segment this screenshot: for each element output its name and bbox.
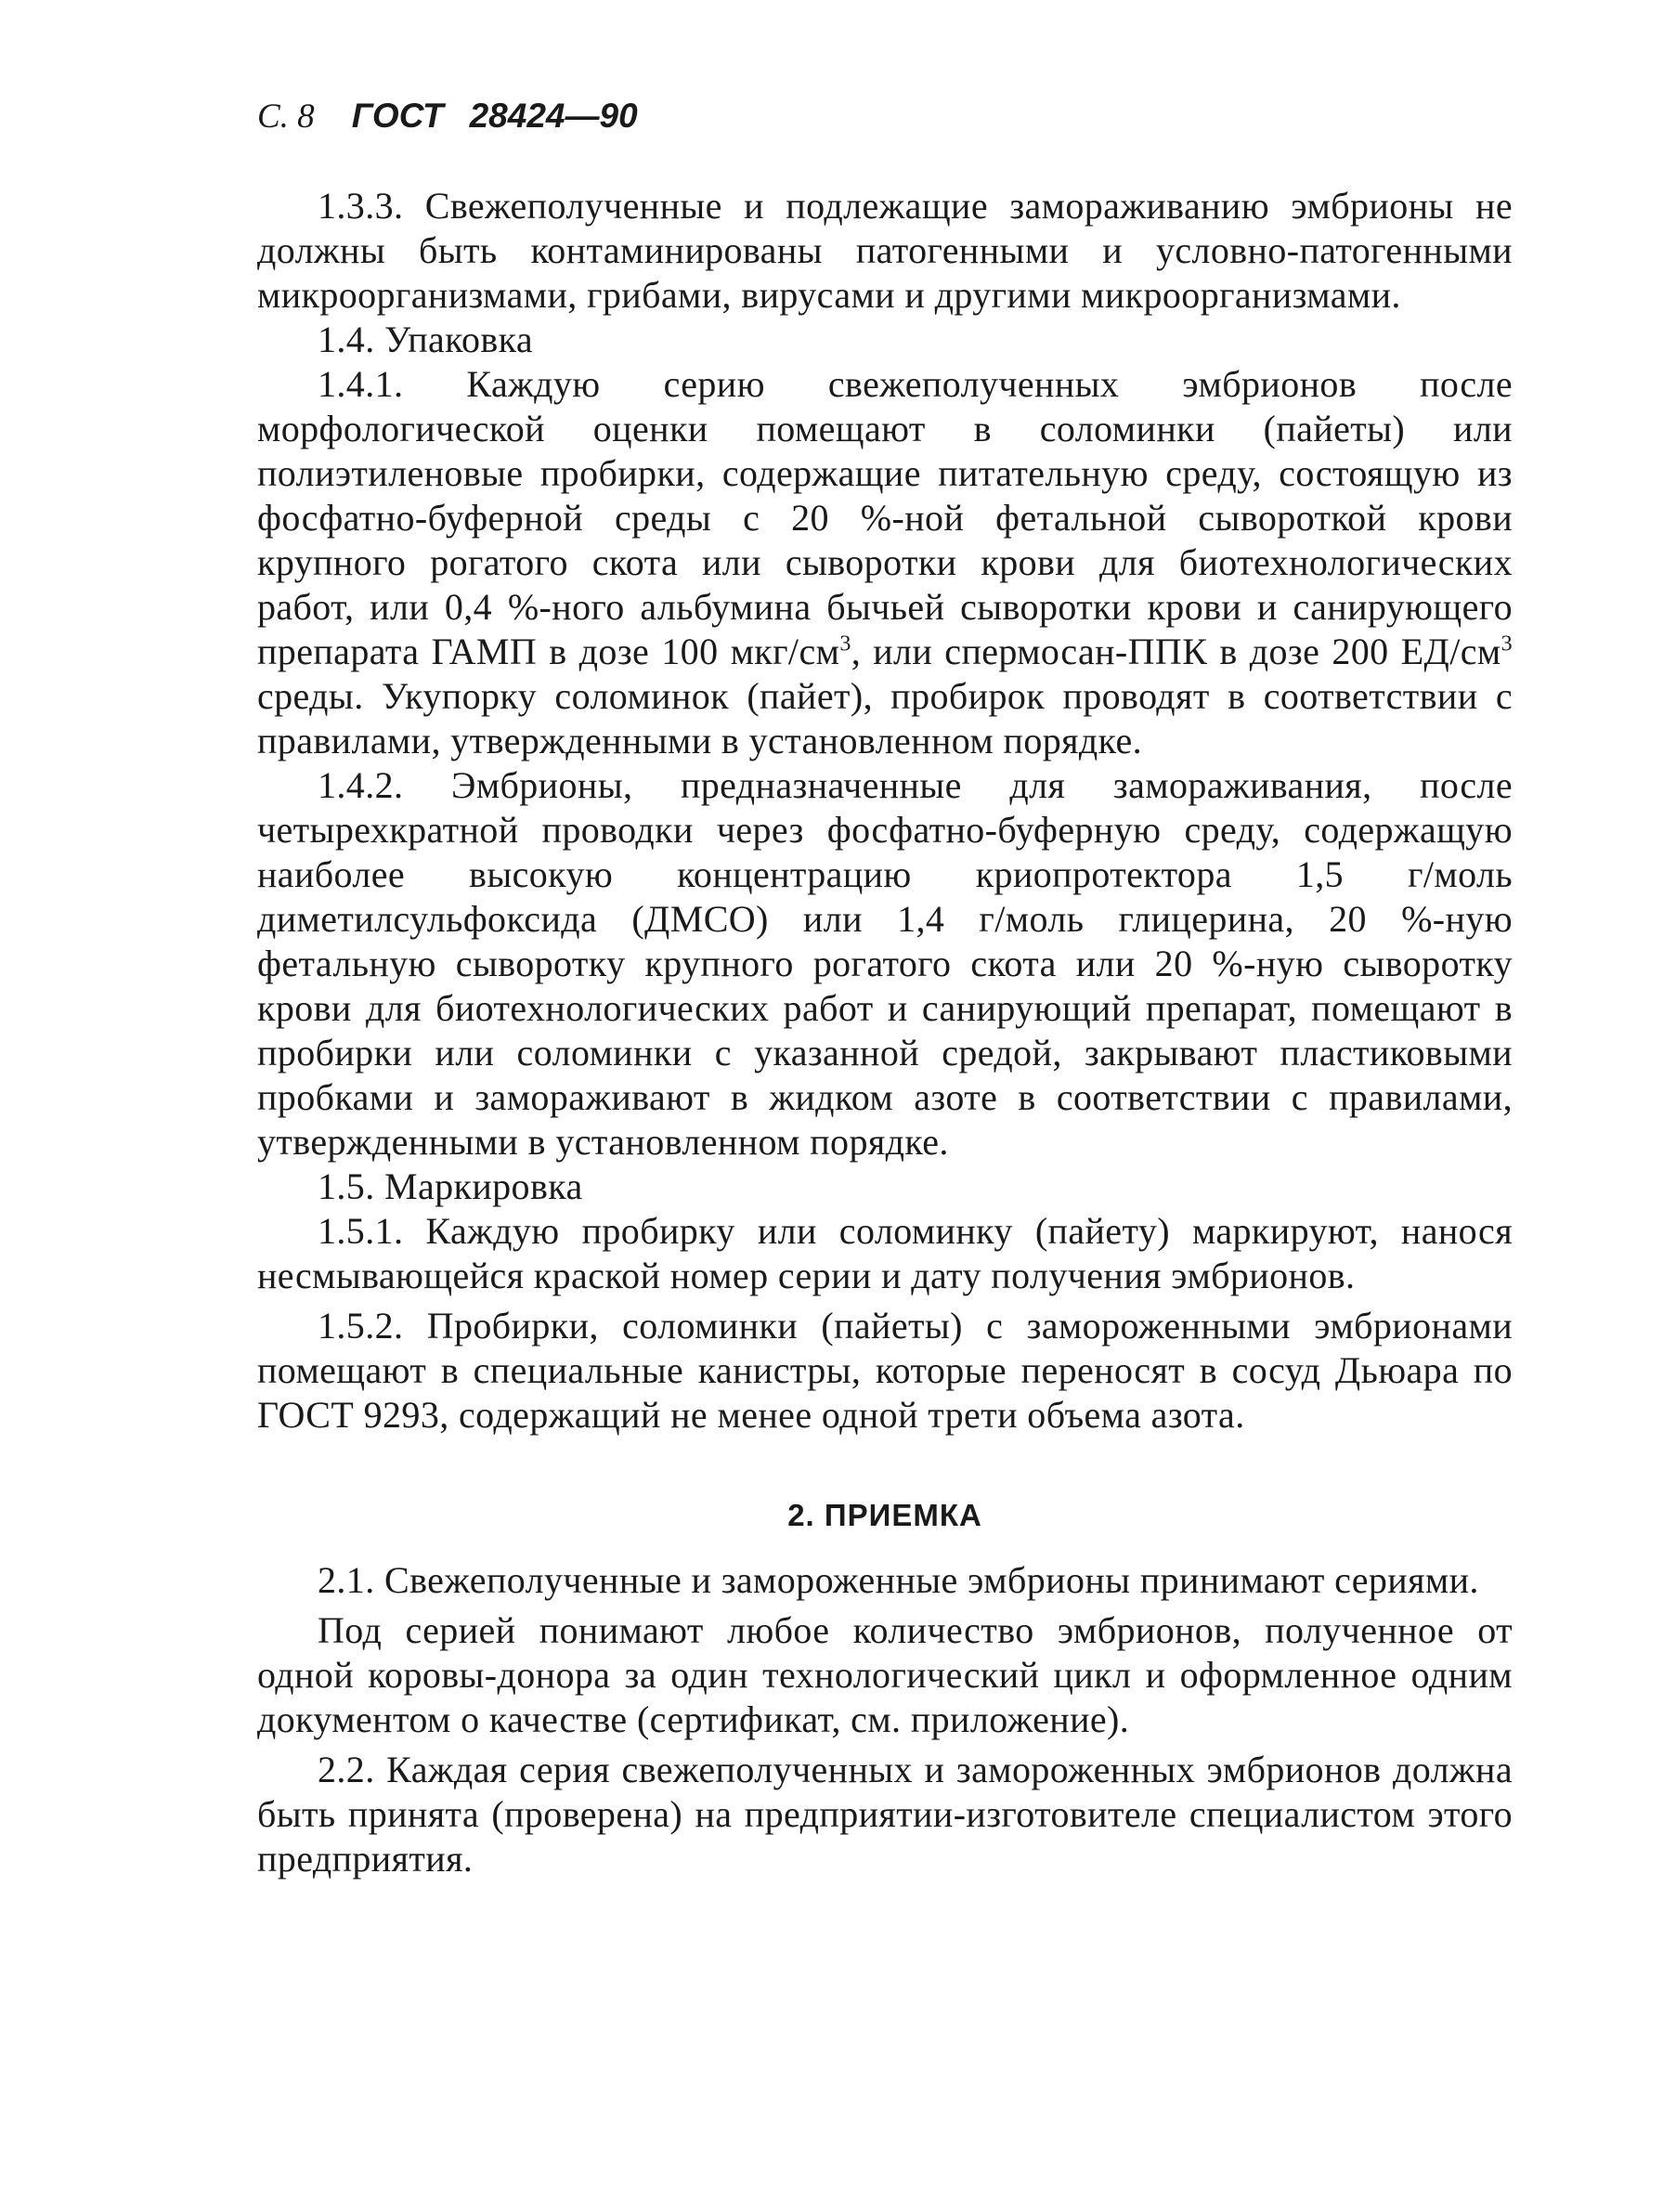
paragraph-1-4-1-part-c: среды. Укупорку соломинок (пайет), пробирок проводят в соответствии с правилами, утвержденными в установленном порядке. — [257, 675, 1513, 761]
paragraph-1-4-1-part-a: 1.4.1. Каждую серию свежеполученных эмбрионов после морфологической оценки помещают в соломинки (пайеты) или полиэтиленовые пробирки, содержащие питательную среду, состоящую из фосфатно-буферной среды с 20 %-ной фетальной сывороткой крови крупного рогатого скота или сыворотки крови для биотехнологических работ, или 0,4 %-ного альбумина бычьей сыворотки крови и санирующего препарата ГАМП в дозе 100 мкг/см — [257, 363, 1513, 672]
document-page — [257, 93, 1513, 1881]
heading-1-5-marking: 1.5. Маркировка — [318, 1165, 583, 1207]
standard-name: ГОСТ — [351, 97, 444, 135]
page-header — [257, 93, 1513, 139]
paragraph-1-4-1-part-b: , или спермосан-ППК в дозе 200 ЕД/см — [851, 631, 1501, 672]
paragraph-1-5-1: 1.5.1. Каждую пробирку или соломинку (пайету) маркируют, нанося несмывающейся краской номер серии и дату получения эмбрионов. — [257, 1210, 1513, 1296]
paragraph-2-2: 2.2. Каждая серия свежеполученных и замороженных эмбрионов должна быть принята (проверена) на предприятии-изготовителе специалистом этого предприятия. — [257, 1749, 1513, 1880]
paragraph-1-4-1 — [257, 362, 1513, 763]
section-title-acceptance: 2. ПРИЕМКА — [787, 1498, 982, 1532]
page-number: С. 8 — [257, 98, 315, 136]
paragraph-2-1-series-definition: Под серией понимают любое количество эмбрионов, полученное от одной коровы-донора за один технологический цикл и оформленное одним документом о качестве (сертификат, см. приложение). — [257, 1609, 1513, 1740]
paragraph-2-1: 2.1. Свежеполученные и замороженные эмбрионы принимают сериями. — [318, 1559, 1479, 1601]
superscript-cube: 3 — [1501, 631, 1513, 657]
paragraph-1-3-3: 1.3.3. Свежеполученные и подлежащие замораживанию эмбрионы не должны быть контаминированы патогенными и условно-патогенными микроорганизмами, грибами, вирусами и другими микроорганизмами. — [257, 185, 1513, 316]
paragraph-1-4-2: 1.4.2. Эмбрионы, предназначенные для замораживания, после четырехкратной проводки через фосфатно-буферную среду, содержащую наиболее высокую концентрацию криопротектора 1,5 г/моль диметилсульфоксида (ДМСО) или 1,4 г/моль глицерина, 20 %-ную фетальную сыворотку крупного рогатого скота или 20 %-ную сыворотку крови для биотехнологических работ и санирующий препарат, помещают в пробирки или соломинки с указанной средой, закрывают пластиковыми пробками и замораживают в жидком азоте в соответствии с правилами, утвержденными в установленном порядке. — [257, 764, 1513, 1163]
heading-1-4-packaging: 1.4. Упаковка — [318, 319, 534, 360]
paragraph-1-5-2: 1.5.2. Пробирки, соломинки (пайеты) с замороженными эмбрионами помещают в специальные канистры, которые переносят в сосуд Дьюара по ГОСТ 9293, содержащий не менее одной трети объема азота. — [257, 1305, 1513, 1436]
standard-number: 28424—90 — [469, 97, 638, 135]
superscript-cube: 3 — [839, 631, 851, 657]
